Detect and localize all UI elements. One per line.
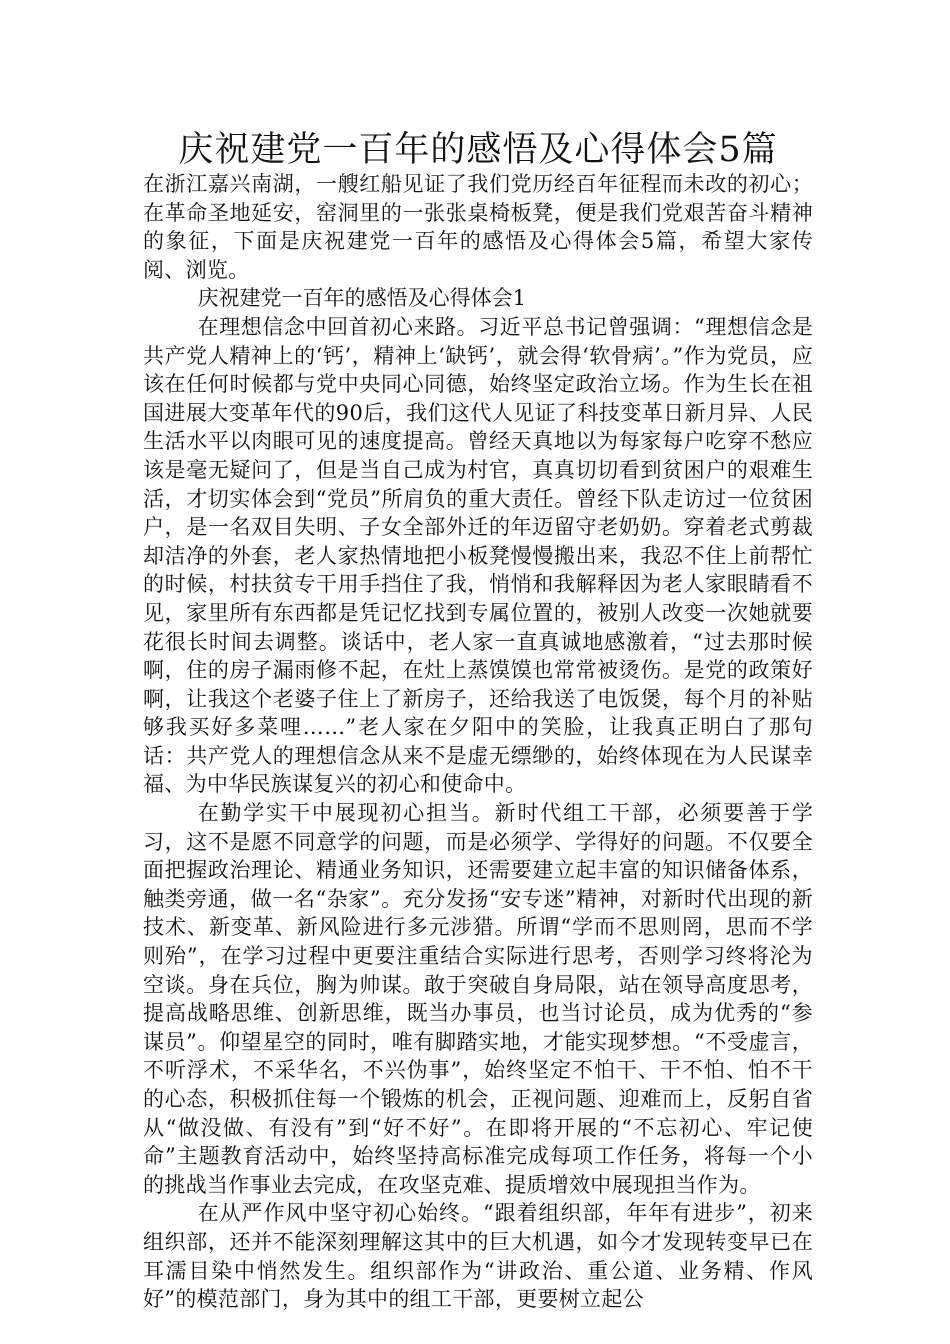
body-paragraph-1: 在理想信念中回首初心来路。习近平总书记曾强调：“理想信念是共产党人精神上的‘钙’，精神上‘缺钙’，就会得‘软骨病’。”作为党员，应该在任何时候都与党中央同心同德，始终坚定政治立场。作为生长在祖国进展大变革年代的90后，我们这代人见证了科技变革日新月异、人民生活水平以肉眼可见的速度提高。曾经天真地以为每家每户吃穿不愁应该是毫无疑问了，但是当自己成为村官，真真切切看到贫困户的艰难生活，才切实体会到“党员”所肩负的重大责任。曾经下队走访过一位贫困户，是一名双目失明、子女全部外迁的年迈留守老奶奶。穿着老式剪裁却洁净的外套，老人家热情地把小板凳慢慢搬出来，我忍不住上前帮忙的时候，村扶贫专干用手挡住了我，悄悄和我解释因为老人家眼睛看不见，家里所有东西都是凭记忆找到专属位置的，被别人改变一次她就要花很长时间去调整。谈话中，老人家一直真诚地感激着，“过去那时候啊，住的房子漏雨修不起，在灶上蒸馍馍也常常被烫伤。是党的政策好啊，让我这个老婆子住上了新房子，还给我送了电饭煲，每个月的补贴够我买好多菜哩……”老人家在夕阳中的笑脸，让我真正明白了那句话：共产党人的理想信念从来不是虚无缥缈的，始终体现在为人民谋幸福、为中华民族谋复兴的初心和使命中。 — [143, 314, 813, 797]
document-title: 庆祝建党一百年的感悟及心得体会5篇 — [178, 130, 778, 170]
section-heading: 庆祝建党一百年的感悟及心得体会1 — [197, 286, 526, 311]
body-paragraph-2: 在勤学实干中展现初心担当。新时代组工干部，必须要善于学习，这不是愿不同意学的问题，而是必须学、学得好的问题。不仅要全面把握政治理论、精通业务知识，还需要建立起丰富的知识储备体系，触类旁通，做一名“杂家”。充分发扬“安专迷”精神，对新时代出现的新技术、新变革、新风险进行多元涉猎。所谓“学而不思则罔，思而不学则殆”，在学习过程中更要注重结合实际进行思考，否则学习终将沦为空谈。身在兵位，胸为帅谋。敢于突破自身局限，站在领导高度思考，提高战略思维、创新思维，既当办事员，也当讨论员，成为优秀的“参谋员”。仰望星空的同时，唯有脚踏实地，才能实现梦想。“不受虚言，不听浮术，不采华名，不兴伪事”，始终坚定不怕干、干不怕、怕不干的心态，积极抓住每一个锻炼的机会，正视问题、迎难而上，反躬自省从“做没做、有没有”到“好不好”。在即将开展的“不忘初心、牢记使命”主题教育活动中，始终坚持高标准完成每项工作任务，将每一个小的挑战当作事业去完成，在攻坚克难、提质增效中展现担当作为。 — [143, 801, 813, 1197]
intro-paragraph: 在浙江嘉兴南湖，一艘红船见证了我们党历经百年征程而未改的初心；在革命圣地延安，窑洞里的一张张桌椅板凳，便是我们党艰苦奋斗精神的象征，下面是庆祝建党一百年的感悟及心得体会5篇，希望大家传阅、浏览。 — [143, 172, 813, 282]
document-page — [143, 130, 813, 1314]
body-paragraph-3: 在从严作风中坚守初心始终。“跟着组织部，年年有进步”，初来组织部，还并不能深刻理解这其中的巨大机遇，如今才发现转变早已在耳濡目染中悄然发生。组织部作为“讲政治、重公道、业务精、作风好”的模范部门，身为其中的组工干部，更要树立起公 — [143, 1201, 813, 1312]
